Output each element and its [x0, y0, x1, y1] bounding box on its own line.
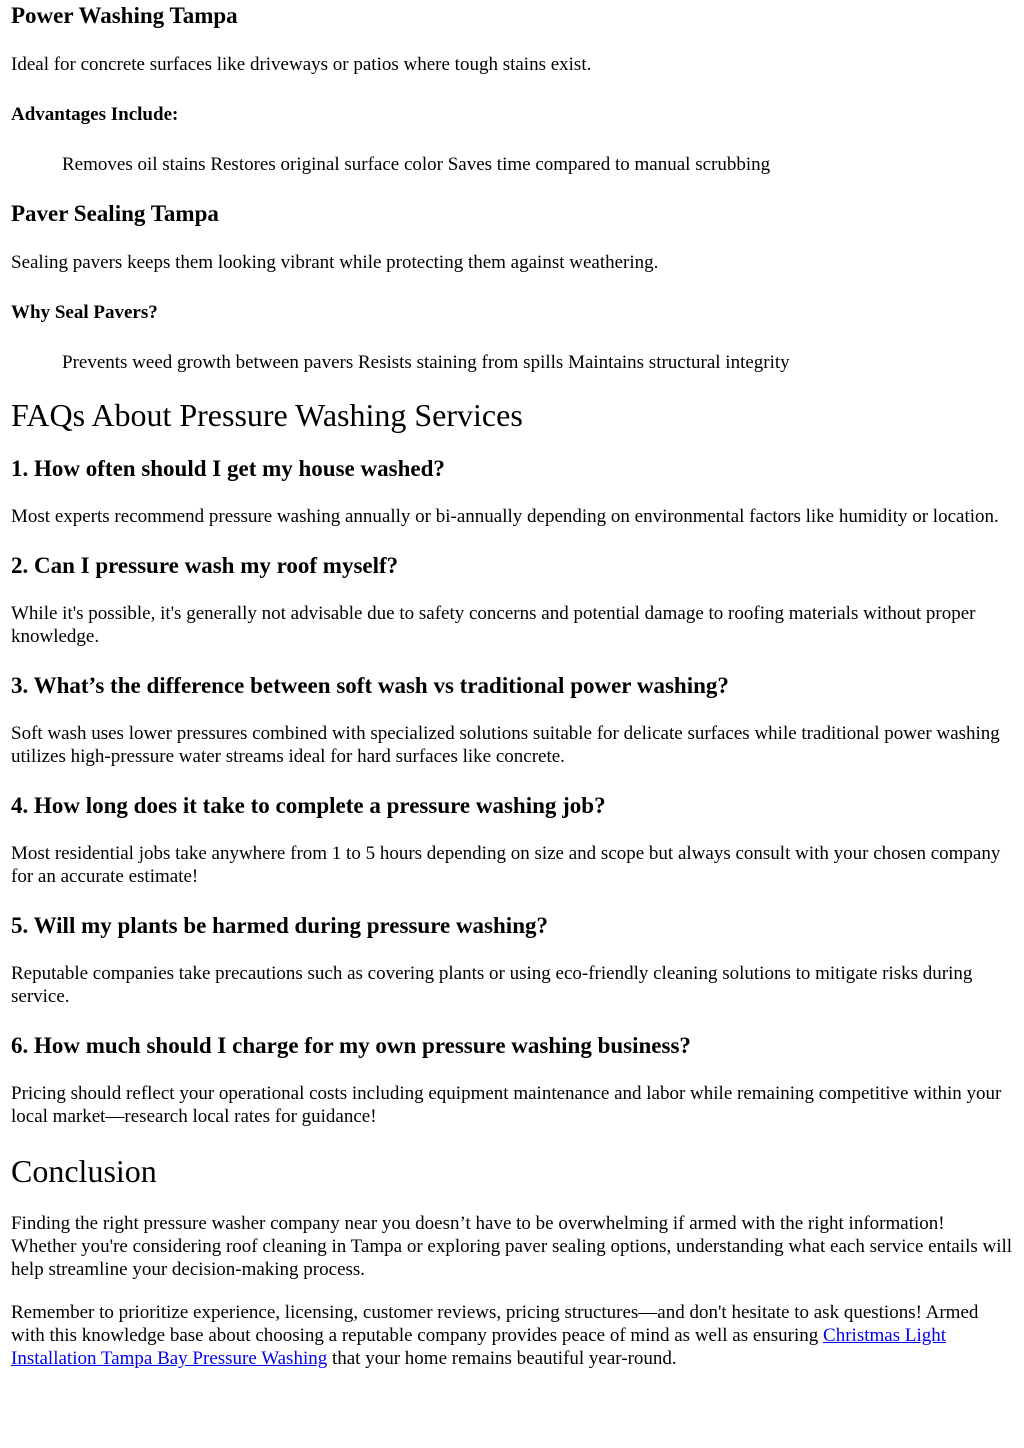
conclusion-text-after: that your home remains beautiful year-round.: [327, 1348, 677, 1369]
faq-question: 4. How long does it take to complete a pressure washing job?: [11, 793, 606, 818]
faqs-heading: FAQs About Pressure Washing Services: [11, 397, 523, 433]
list-item: Maintains structural integrity: [568, 352, 790, 373]
faq-question: 3. What’s the difference between soft wash vs traditional power washing?: [11, 673, 729, 698]
power-washing-heading: Power Washing Tampa: [11, 3, 238, 28]
list-item: Saves time compared to manual scrubbing: [447, 154, 771, 175]
reasons-list: [11, 351, 1013, 374]
faq-answer: Reputable companies take precautions such as covering plants or using eco-friendly cleaning solutions to mitigate risks during service.: [11, 963, 973, 1007]
paver-sealing-intro: Sealing pavers keeps them looking vibrant while protecting them against weathering.: [11, 252, 659, 273]
conclusion-paragraph-2: [11, 1301, 1013, 1370]
advantages-label: Advantages Include:: [11, 104, 179, 125]
advantages-list: [11, 153, 1013, 176]
paver-sealing-heading: Paver Sealing Tampa: [11, 201, 219, 226]
power-washing-intro: Ideal for concrete surfaces like driveways or patios where tough stains exist.: [11, 54, 592, 75]
list-item: Restores original surface color: [210, 154, 443, 175]
conclusion-paragraph-1: Finding the right pressure washer company near you doesn’t have to be overwhelming if armed with the right information! Whether you're considering roof cleaning in Tampa or exploring paver sealing options, understanding what each service entails will help streamline your decision-making process.: [11, 1213, 1013, 1280]
christmas-light-link[interactable]: Christmas Light Installation Tampa Bay Pressure Washing: [11, 1325, 947, 1369]
faq-answer: While it's possible, it's generally not advisable due to safety concerns and potential damage to roofing materials without proper knowledge.: [11, 603, 976, 647]
faq-answer: Soft wash uses lower pressures combined with specialized solutions suitable for delicate surfaces while traditional power washing utilizes high-pressure water streams ideal for hard surfaces like concrete.: [11, 723, 1000, 767]
list-item: Removes oil stains: [62, 154, 206, 175]
faq-question: 5. Will my plants be harmed during pressure washing?: [11, 913, 548, 938]
list-item: Resists staining from spills: [357, 352, 564, 373]
why-seal-label: Why Seal Pavers?: [11, 302, 158, 323]
conclusion-heading: Conclusion: [11, 1153, 157, 1189]
faq-answer: Most residential jobs take anywhere from 1 to 5 hours depending on size and scope but always consult with your chosen company for an accurate estimate!: [11, 843, 1001, 887]
faq-question: 6. How much should I charge for my own pressure washing business?: [11, 1033, 691, 1058]
conclusion-text-before: Remember to prioritize experience, licensing, customer reviews, pricing structures—and don't hesitate to ask questions! Armed with this knowledge base about choosing a reputable company provides peace of mind as well as ensuring: [11, 1302, 979, 1346]
document-page: [0, 2, 1024, 1370]
faq-question: 1. How often should I get my house washed?: [11, 456, 445, 481]
faq-answer: Pricing should reflect your operational costs including equipment maintenance and labor while remaining competitive within your local market—research local rates for guidance!: [11, 1083, 1002, 1127]
faq-answer: Most experts recommend pressure washing annually or bi-annually depending on environmental factors like humidity or location.: [11, 506, 999, 527]
list-item: Prevents weed growth between pavers: [62, 352, 354, 373]
faq-question: 2. Can I pressure wash my roof myself?: [11, 553, 399, 578]
